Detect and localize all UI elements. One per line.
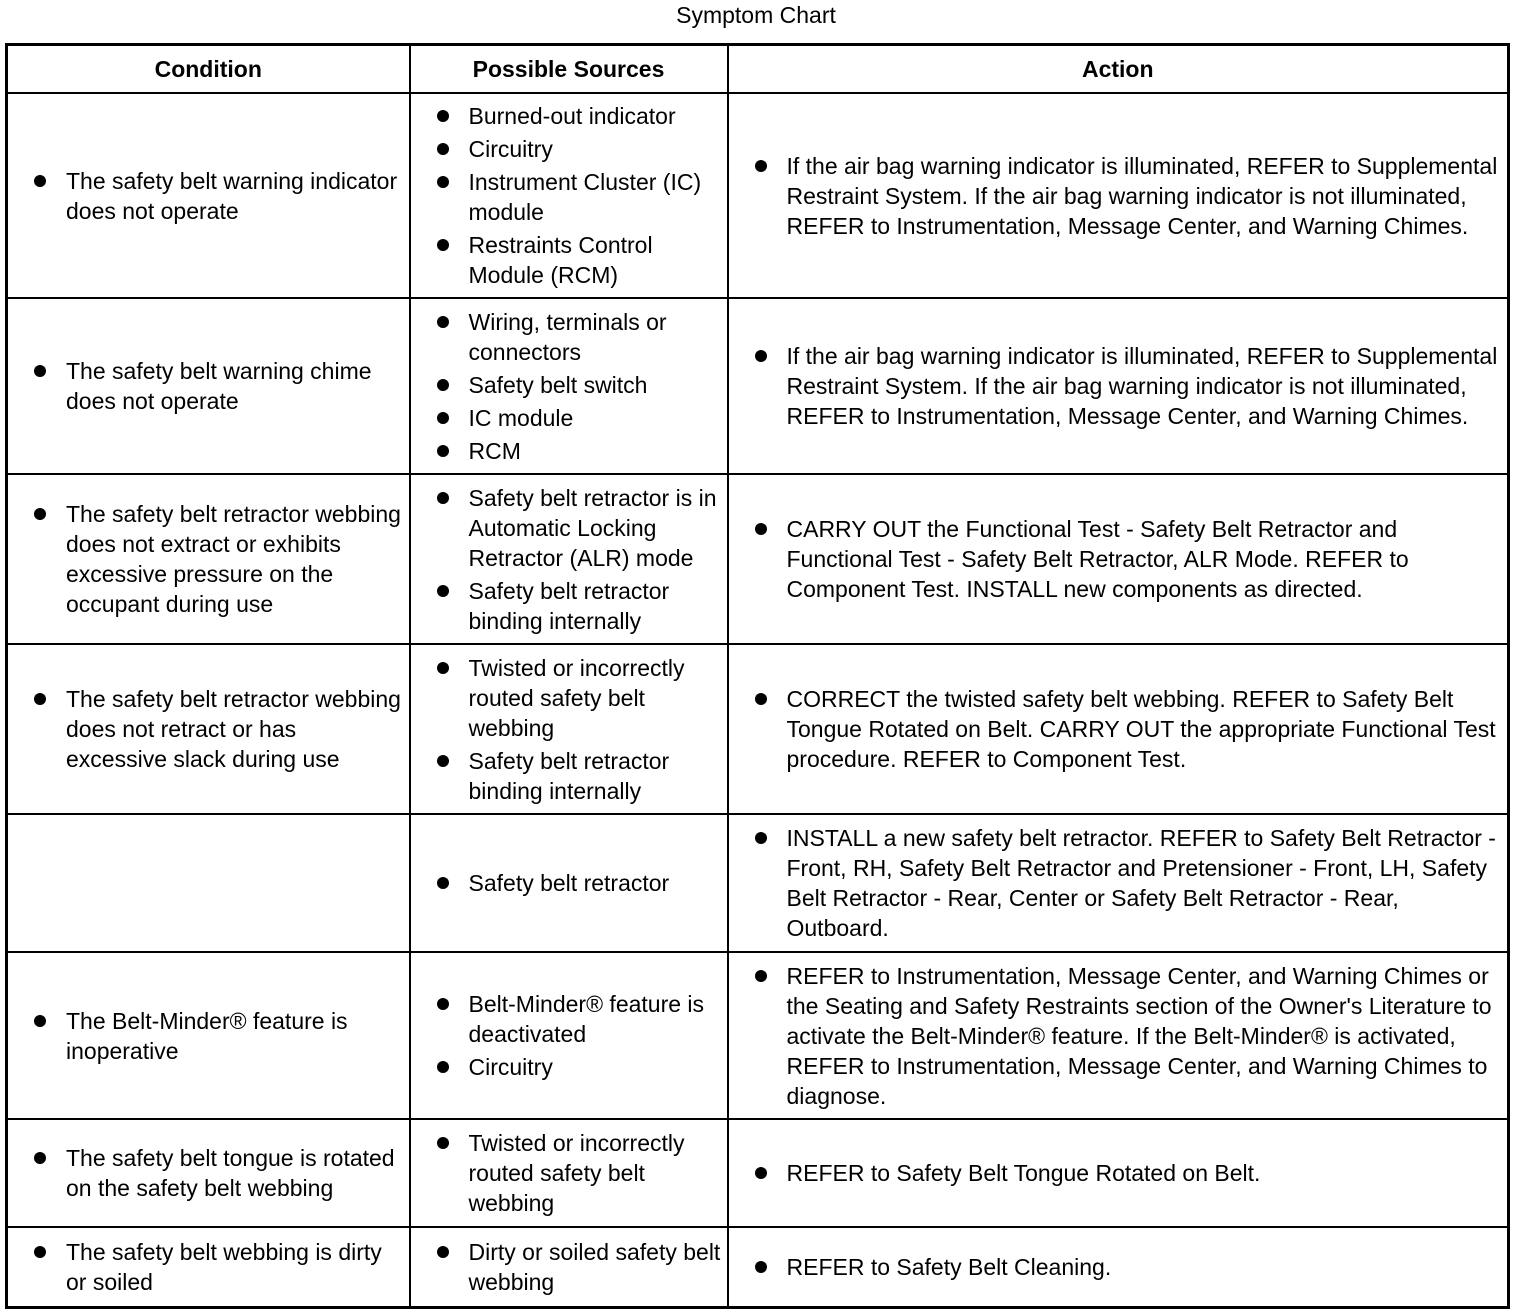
- action-cell: [728, 474, 1509, 644]
- possible-sources-cell: [410, 1119, 728, 1227]
- source-item: Circuitry: [431, 134, 721, 164]
- possible-sources-cell: [410, 644, 728, 814]
- condition-text: The Belt-Minder® feature is inoperative: [28, 1006, 403, 1066]
- condition-list: [28, 684, 403, 774]
- condition-cell: [7, 93, 410, 298]
- action-cell: [728, 1119, 1509, 1227]
- possible-sources-cell: [410, 298, 728, 474]
- header-action: Action: [728, 45, 1509, 94]
- table-row: [7, 814, 1509, 952]
- table-row: [7, 1227, 1509, 1307]
- action-cell: [728, 952, 1509, 1119]
- condition-cell: [7, 644, 410, 814]
- sources-list: [431, 653, 721, 806]
- condition-list: [28, 356, 403, 416]
- source-item: Instrument Cluster (IC) module: [431, 167, 721, 227]
- table-row: [7, 298, 1509, 474]
- action-text: REFER to Safety Belt Tongue Rotated on Belt.: [749, 1158, 1502, 1188]
- source-item: Wiring, terminals or connectors: [431, 307, 721, 367]
- possible-sources-cell: [410, 814, 728, 952]
- source-item: Belt-Minder® feature is deactivated: [431, 989, 721, 1049]
- source-item: RCM: [431, 436, 721, 466]
- action-list: [749, 514, 1502, 604]
- action-list: [749, 1158, 1502, 1188]
- table-row: [7, 1119, 1509, 1227]
- action-text: REFER to Instrumentation, Message Center, and Warning Chimes or the Seating and Safety Restraints section of the Owner's Literature to activate the Belt-Minder® feature. If the Belt-Minder® is activated, REFER to Instrumentation, Message Center, and Warning Chimes to diagnose.: [749, 961, 1502, 1111]
- action-list: [749, 1252, 1502, 1282]
- source-item: Safety belt retractor: [431, 868, 721, 898]
- action-text: If the air bag warning indicator is illuminated, REFER to Supplemental Restraint System. If the air bag warning indicator is not illuminated, REFER to Instrumentation, Message Center, and Warning Chimes.: [749, 151, 1502, 241]
- action-text: If the air bag warning indicator is illuminated, REFER to Supplemental Restraint System. If the air bag warning indicator is not illuminated, REFER to Instrumentation, Message Center, and Warning Chimes.: [749, 341, 1502, 431]
- source-item: Twisted or incorrectly routed safety belt webbing: [431, 653, 721, 743]
- header-row: [7, 45, 1509, 94]
- possible-sources-cell: [410, 474, 728, 644]
- source-item: Safety belt retractor binding internally: [431, 576, 721, 636]
- condition-cell: [7, 1119, 410, 1227]
- possible-sources-cell: [410, 1227, 728, 1307]
- source-item: IC module: [431, 403, 721, 433]
- condition-text: The safety belt webbing is dirty or soiled: [28, 1237, 403, 1297]
- symptom-table: [5, 43, 1510, 1309]
- action-text: CORRECT the twisted safety belt webbing. REFER to Safety Belt Tongue Rotated on Belt. CARRY OUT the appropriate Functional Test procedure. REFER to Component Test.: [749, 684, 1502, 774]
- condition-cell: [7, 952, 410, 1119]
- source-item: Safety belt retractor is in Automatic Locking Retractor (ALR) mode: [431, 483, 721, 573]
- source-item: Safety belt retractor binding internally: [431, 746, 721, 806]
- source-item: Burned-out indicator: [431, 101, 721, 131]
- condition-list: [28, 499, 403, 619]
- condition-text: The safety belt retractor webbing does not extract or exhibits excessive pressure on the occupant during use: [28, 499, 403, 619]
- condition-cell: [7, 298, 410, 474]
- table-row: [7, 952, 1509, 1119]
- condition-list: [28, 1237, 403, 1297]
- header-condition: Condition: [7, 45, 410, 94]
- sources-list: [431, 989, 721, 1082]
- condition-text: The safety belt warning indicator does not operate: [28, 166, 403, 226]
- action-text: CARRY OUT the Functional Test - Safety Belt Retractor and Functional Test - Safety Belt Retractor, ALR Mode. REFER to Component Test. INSTALL new components as directed.: [749, 514, 1502, 604]
- source-item: Twisted or incorrectly routed safety belt webbing: [431, 1128, 721, 1218]
- action-list: [749, 341, 1502, 431]
- condition-text: The safety belt retractor webbing does not retract or has excessive slack during use: [28, 684, 403, 774]
- sources-list: [431, 1237, 721, 1297]
- table-row: [7, 93, 1509, 298]
- source-item: Dirty or soiled safety belt webbing: [431, 1237, 721, 1297]
- sources-list: [431, 307, 721, 466]
- header-possible-sources: Possible Sources: [410, 45, 728, 94]
- action-list: [749, 961, 1502, 1111]
- condition-cell: [7, 814, 410, 952]
- source-item: Restraints Control Module (RCM): [431, 230, 721, 290]
- action-cell: [728, 644, 1509, 814]
- action-cell: [728, 814, 1509, 952]
- action-list: [749, 684, 1502, 774]
- possible-sources-cell: [410, 952, 728, 1119]
- condition-text: The safety belt warning chime does not operate: [28, 356, 403, 416]
- condition-text: The safety belt tongue is rotated on the safety belt webbing: [28, 1143, 403, 1203]
- possible-sources-cell: [410, 93, 728, 298]
- action-cell: [728, 298, 1509, 474]
- source-item: Safety belt switch: [431, 370, 721, 400]
- action-list: [749, 151, 1502, 241]
- sources-list: [431, 1128, 721, 1218]
- table-row: [7, 474, 1509, 644]
- sources-list: [431, 868, 721, 898]
- condition-cell: [7, 474, 410, 644]
- sources-list: [431, 483, 721, 636]
- condition-list: [28, 166, 403, 226]
- table-body: [7, 93, 1509, 1307]
- action-text: REFER to Safety Belt Cleaning.: [749, 1252, 1502, 1282]
- source-item: Circuitry: [431, 1052, 721, 1082]
- table-row: [7, 644, 1509, 814]
- action-cell: [728, 93, 1509, 298]
- condition-cell: [7, 1227, 410, 1307]
- sources-list: [431, 101, 721, 290]
- action-text: INSTALL a new safety belt retractor. REFER to Safety Belt Retractor - Front, RH, Safety Belt Retractor and Pretensioner - Front, LH, Safety Belt Retractor - Rear, Center or Safety Belt Retractor - Rear, Outboard.: [749, 823, 1502, 943]
- condition-list: [28, 1143, 403, 1203]
- action-cell: [728, 1227, 1509, 1307]
- condition-list: [28, 1006, 403, 1066]
- action-list: [749, 823, 1502, 943]
- chart-title: Symptom Chart: [676, 2, 836, 28]
